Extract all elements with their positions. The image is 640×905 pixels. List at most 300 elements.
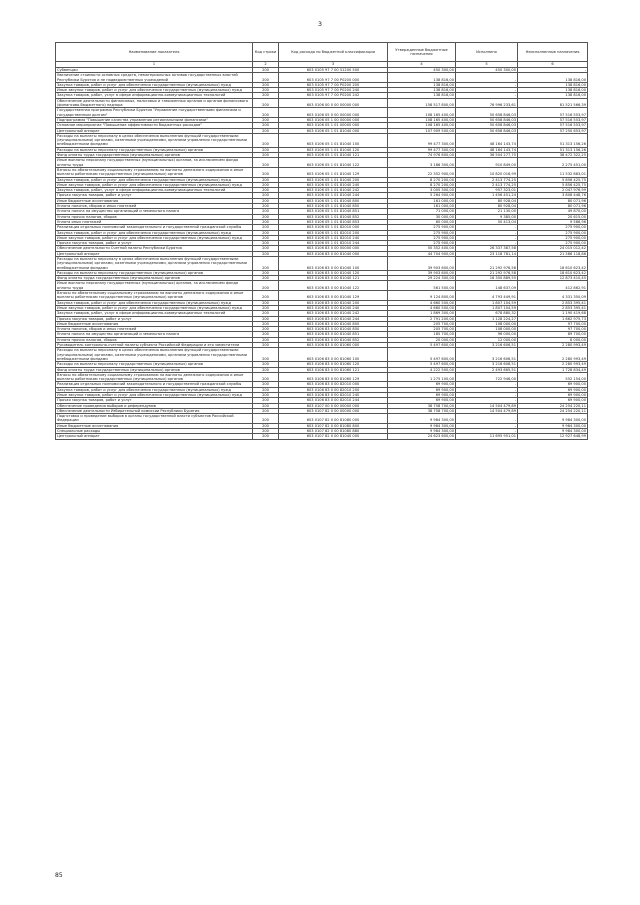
row-unexecuted: 51 313 156,26 [518, 133, 588, 147]
row-budget-code: 603 0106 83 0 00 81040 240 [279, 305, 388, 310]
row-unexecuted: 69 900,00 [518, 387, 588, 392]
row-unexecuted: - [518, 68, 588, 73]
row-approved: 275 900,00 [388, 225, 456, 230]
table-row [56, 367, 588, 372]
row-approved: 138 816,00 [388, 82, 456, 87]
row-line-code: 200 [253, 133, 279, 147]
row-line-code: 200 [253, 123, 279, 128]
row-budget-code: 603 0105 97 7 00 P0200 200 [279, 82, 388, 87]
row-name: Прочая закупка товаров, работ и услуг [56, 241, 253, 246]
row-budget-code: 603 0106 05 1 01 00000 000 [279, 123, 388, 128]
row-approved: 60 000,00 [388, 219, 456, 224]
row-line-code: 200 [253, 93, 279, 98]
row-line-code: 200 [253, 188, 279, 193]
table-row [56, 153, 588, 158]
row-approved: 24 623 600,00 [388, 434, 456, 439]
row-executed: 14 504 479,89 [456, 403, 518, 408]
row-approved: 3 005 300,00 [388, 188, 456, 193]
row-executed: 36 504 277,75 [456, 153, 518, 158]
row-name: Основное мероприятие "Повышение эффективности бюджетных расходов" [56, 123, 253, 128]
row-name: Иные бюджетные ассигнования [56, 198, 253, 203]
table-row [56, 362, 588, 367]
row-line-code: 200 [253, 327, 279, 332]
row-executed: 50 658 846,03 [456, 123, 518, 128]
row-unexecuted: 81 521 566,39 [518, 98, 588, 108]
row-unexecuted: 89 700,00 [518, 332, 588, 337]
row-approved: 69 900,00 [388, 393, 456, 398]
row-approved: 185 700,00 [388, 332, 456, 337]
table-row [56, 256, 588, 270]
row-unexecuted: 21 586 118,86 [518, 251, 588, 256]
row-approved: 30 000,00 [388, 214, 456, 219]
row-line-code: 200 [253, 214, 279, 219]
row-approved: 5 497 600,00 [388, 362, 456, 367]
row-budget-code: 603 0106 05 1 01 81040 851 [279, 209, 388, 214]
row-approved: 38 758 700,00 [388, 408, 456, 413]
row-line-code: 200 [253, 182, 279, 187]
row-line-code: 200 [253, 372, 279, 382]
row-budget-code: 603 0106 83 0 00 81040 120 [279, 270, 388, 275]
row-line-code: 200 [253, 230, 279, 235]
row-line-code: 200 [253, 291, 279, 301]
row-executed: 12 000,00 [456, 337, 518, 342]
row-name: Центральный аппарат [56, 251, 253, 256]
row-executed: - [456, 235, 518, 240]
row-line-code: 200 [253, 398, 279, 403]
row-budget-code: 603 0106 83 0 00 81060 120 [279, 362, 388, 367]
row-name: Обеспечение проведения выборов и референдумов [56, 403, 253, 408]
table-row [56, 348, 588, 362]
row-unexecuted: 11 532 883,01 [518, 167, 588, 177]
row-executed: 21 292 976,58 [456, 270, 518, 275]
row-line-code: 200 [253, 321, 279, 326]
row-budget-code: 603 0106 05 1 01 82010 000 [279, 225, 388, 230]
row-executed: 9 385,00 [456, 214, 518, 219]
table-row [56, 108, 588, 118]
row-name: Расходы на выплаты персоналу государственных (муниципальных) органов [56, 147, 253, 152]
row-budget-code: 603 0106 83 0 00 81040 129 [279, 291, 388, 301]
row-unexecuted: 69 900,00 [518, 398, 588, 403]
row-budget-code: 603 0106 05 1 01 81040 129 [279, 167, 388, 177]
table-row [56, 372, 588, 382]
row-line-code: 200 [253, 414, 279, 424]
row-unexecuted: 1 728 834,49 [518, 367, 588, 372]
row-unexecuted: 138 816,00 [518, 88, 588, 93]
row-line-code: 200 [253, 270, 279, 275]
row-unexecuted: 412 862,91 [518, 281, 588, 291]
row-approved: 9 124 800,00 [388, 291, 456, 301]
row-line-code: 200 [253, 332, 279, 337]
row-budget-code: 603 0106 83 0 00 81040 851 [279, 332, 388, 337]
row-unexecuted: 9 586,96 [518, 219, 588, 224]
row-budget-code: 603 0106 83 0 00 82010 240 [279, 393, 388, 398]
row-executed: 1 456 451,24 [456, 193, 518, 198]
row-line-code: 200 [253, 382, 279, 387]
row-name: Уплата налогов, сборов и иных платежей [56, 204, 253, 209]
row-line-code: 200 [253, 367, 279, 372]
row-approved: 5 264 900,00 [388, 193, 456, 198]
row-executed: - [456, 414, 518, 424]
table-header-row [56, 43, 588, 62]
row-unexecuted: 97 700,00 [518, 327, 588, 332]
row-name: Прочая закупка товаров, работ и услуг [56, 398, 253, 403]
row-name: Уплата иных платежей [56, 219, 253, 224]
row-executed: 4 793 449,91 [456, 291, 518, 301]
row-approved: 158 517 800,00 [388, 98, 456, 108]
row-executed: 11 695 951,01 [456, 434, 518, 439]
row-approved: 561 500,00 [388, 281, 456, 291]
row-line-code: 200 [253, 311, 279, 316]
row-unexecuted: 5 856 425,75 [518, 182, 588, 187]
row-name: Обеспечение деятельности Счетной палаты Республики Бурятия [56, 246, 253, 251]
row-executed: 957 323,01 [456, 188, 518, 193]
row-unexecuted: 552 154,00 [518, 372, 588, 382]
row-line-code: 200 [253, 147, 279, 152]
row-executed: 1 128 224,27 [456, 316, 518, 321]
row-unexecuted: 18 610 623,42 [518, 256, 588, 270]
row-executed: - [456, 93, 518, 98]
row-name: Иные закупки товаров, работ и услуг для обеспечения государственных (муниципальных) нужд [56, 182, 253, 187]
row-approved: 138 816,00 [388, 93, 456, 98]
row-budget-code: 603 0106 05 1 01 81040 852 [279, 214, 388, 219]
table-row [56, 414, 588, 424]
row-budget-code: 603 0106 83 0 00 81040 122 [279, 281, 388, 291]
table-row [56, 204, 588, 209]
column-index: 3 [279, 62, 388, 68]
row-line-code: 200 [253, 193, 279, 198]
row-executed: 21 130,00 [456, 209, 518, 214]
row-approved: 74 976 600,00 [388, 153, 456, 158]
row-name: Закупка товаров, работ и услуг для обеспечения государственных (муниципальных) нужд [56, 300, 253, 305]
table-row [56, 147, 588, 152]
row-budget-code: 603 0106 83 0 00 81040 244 [279, 316, 388, 321]
row-budget-code: 603 0106 83 0 00 81040 100 [279, 256, 388, 270]
row-budget-code: 603 0106 83 0 00 81060 129 [279, 372, 388, 382]
row-budget-code: 603 0107 82 0 00 81040 000 [279, 434, 388, 439]
row-line-code: 200 [253, 434, 279, 439]
row-approved: 4 222 500,00 [388, 367, 456, 372]
row-line-code: 200 [253, 98, 279, 108]
row-unexecuted: 69 900,00 [518, 393, 588, 398]
table-row [56, 434, 588, 439]
row-budget-code: 603 0106 83 0 00 81040 850 [279, 327, 388, 332]
row-unexecuted: 275 900,00 [518, 230, 588, 235]
row-executed: 50 413,04 [456, 219, 518, 224]
row-approved: 9 984 300,00 [388, 429, 456, 434]
row-name: Взносы по обязательному социальному страхованию на выплаты денежного содержания и иные выплаты работникам государственных (муниципальных) органов [56, 291, 253, 301]
row-executed: - [456, 423, 518, 428]
row-line-code: 200 [253, 219, 279, 224]
row-executed: 678 880,32 [456, 311, 518, 316]
row-budget-code: 603 0106 05 1 01 81040 122 [279, 158, 388, 168]
row-line-code: 200 [253, 408, 279, 413]
row-budget-code: 603 0106 05 1 01 81040 100 [279, 133, 388, 147]
row-name: Закупка товаров, работ и услуг для обеспечения государственных (муниципальных) нужд [56, 177, 253, 182]
row-unexecuted: 275 900,00 [518, 241, 588, 246]
row-executed: - [456, 88, 518, 93]
row-unexecuted: 12 927 648,99 [518, 434, 588, 439]
row-approved: 8 270 200,00 [388, 177, 456, 182]
row-budget-code: 603 0106 05 1 01 82010 240 [279, 235, 388, 240]
row-budget-code: 603 0106 83 0 00 81060 100 [279, 348, 388, 362]
row-approved: 50 352 400,00 [388, 246, 456, 251]
header-name: Наименование показателя [56, 43, 253, 62]
row-name: Подпрограмма "Повышение качества управления региональными финансами" [56, 117, 253, 122]
row-executed: 50 658 846,03 [456, 117, 518, 122]
row-name: Фонд оплаты труда государственных (муниципальных) органов [56, 153, 253, 158]
table-row [56, 311, 588, 316]
row-budget-code: 603 0106 05 0 00 00000 000 [279, 108, 388, 118]
row-approved: 161 000,00 [388, 198, 456, 203]
row-line-code: 200 [253, 337, 279, 342]
header-unexecuted: Неисполненные назначения [518, 43, 588, 62]
row-name: Уплата налога на имущество организаций и земельного налога [56, 332, 253, 337]
table-row [56, 117, 588, 122]
row-name: Подготовка и проведение выборов в органы государственной власти субъектов Российской Федерации [56, 414, 253, 424]
row-executed: - [456, 225, 518, 230]
table-row [56, 209, 588, 214]
header-executed: Исполнено [456, 43, 518, 62]
row-name: Реализация отдельных полномочий законодательного и государственной гражданской службы [56, 225, 253, 230]
row-approved: 69 900,00 [388, 398, 456, 403]
row-budget-code: 603 0106 83 0 00 81040 000 [279, 251, 388, 256]
row-executed: 1 807 104,59 [456, 305, 518, 310]
row-approved: 5 497 600,00 [388, 348, 456, 362]
table-row [56, 305, 588, 310]
row-name: Увеличение стоимости основных средств, нематериальных активов государственных властей Республики Бурятия и не подведомственных учреждений [56, 73, 253, 83]
row-unexecuted: 2 280 993,49 [518, 348, 588, 362]
row-line-code: 200 [253, 246, 279, 251]
row-budget-code: 603 0106 05 1 01 81040 120 [279, 147, 388, 152]
row-name: Уплата налога на имущество организаций и земельного налога [56, 209, 253, 214]
budget-execution-table [55, 42, 588, 440]
row-executed: 1 807 104,59 [456, 300, 518, 305]
row-name: Расходы на выплаты персоналу государственных (муниципальных) органов [56, 270, 253, 275]
row-budget-code: 603 0105 97 7 00 P0200 242 [279, 93, 388, 98]
row-line-code: 200 [253, 305, 279, 310]
row-approved: 108 165 400,00 [388, 117, 456, 122]
row-unexecuted: 24 015 012,42 [518, 246, 588, 251]
row-name: Уплата налогов, сборов и иных платежей [56, 327, 253, 332]
table-row [56, 281, 588, 291]
row-executed: 50 658 846,03 [456, 108, 518, 118]
row-budget-code: 603 0106 05 1 00 00000 000 [279, 117, 388, 122]
row-line-code: 200 [253, 68, 279, 73]
column-index: 2 [253, 62, 279, 68]
row-name: Руководитель контрольно-счетной палаты субъекта Российской Федерации и его заместители [56, 343, 253, 348]
row-unexecuted: 69 900,00 [518, 382, 588, 387]
table-row [56, 270, 588, 275]
row-approved: 9 984 300,00 [388, 414, 456, 424]
row-approved: 450 300,00 [388, 68, 456, 73]
row-unexecuted: 2 280 993,49 [518, 362, 588, 367]
table-row [56, 246, 588, 251]
table-row [56, 182, 588, 187]
row-line-code: 200 [253, 348, 279, 362]
row-line-code: 200 [253, 362, 279, 367]
row-budget-code: 603 0106 05 1 01 81040 240 [279, 182, 388, 187]
row-line-code: 200 [253, 316, 279, 321]
row-unexecuted: 9 984 300,00 [518, 423, 588, 428]
table-row [56, 158, 588, 168]
row-unexecuted: 138 816,00 [518, 73, 588, 83]
row-unexecuted: 275 900,00 [518, 235, 588, 240]
header-approved: Утвержденные бюджетные назначения [388, 43, 456, 62]
row-name: Субвенции [56, 68, 253, 73]
row-executed: - [456, 230, 518, 235]
row-budget-code: 603 0106 83 0 00 81040 200 [279, 300, 388, 305]
row-budget-code: 603 0106 83 0 00 81060 000 [279, 343, 388, 348]
row-approved: 4 660 500,00 [388, 300, 456, 305]
row-executed: 14 504 479,89 [456, 408, 518, 413]
row-budget-code: 603 0106 05 1 01 81040 244 [279, 193, 388, 198]
row-budget-code: 603 0106 83 0 00 81040 242 [279, 311, 388, 316]
row-name: Прочая закупка товаров, работ и услуг [56, 193, 253, 198]
row-line-code: 200 [253, 167, 279, 177]
row-budget-code: 603 0106 83 0 00 81040 121 [279, 276, 388, 281]
row-unexecuted: 80 071,96 [518, 198, 588, 203]
row-approved: 108 165 400,00 [388, 108, 456, 118]
row-name: Иные бюджетные ассигнования [56, 423, 253, 428]
row-executed: 26 337 387,58 [456, 246, 518, 251]
table-row [56, 408, 588, 413]
row-unexecuted: 12 873 410,45 [518, 276, 588, 281]
row-name: Прочая закупка товаров, работ и услуг [56, 316, 253, 321]
row-unexecuted: 4 331 350,09 [518, 291, 588, 301]
column-index: 4 [388, 62, 456, 68]
row-executed: 450 300,00 [456, 68, 518, 73]
row-unexecuted: 5 856 425,75 [518, 177, 588, 182]
row-name: Иные закупки товаров, работ и услуг для обеспечения государственных (муниципальных) нужд [56, 235, 253, 240]
row-line-code: 200 [253, 158, 279, 168]
row-line-code: 200 [253, 387, 279, 392]
row-approved: 138 816,00 [388, 88, 456, 93]
row-executed: 2 413 774,25 [456, 177, 518, 182]
row-executed: - [456, 82, 518, 87]
row-executed: - [456, 393, 518, 398]
row-name: Иные выплаты персоналу государственных (муниципальных) органов, за исключением фонда оплаты труда [56, 158, 253, 168]
row-executed: 3 216 606,51 [456, 348, 518, 362]
row-unexecuted: 51 313 156,26 [518, 147, 588, 152]
row-executed: 108 000,00 [456, 327, 518, 332]
row-approved: 108 165 400,00 [388, 123, 456, 128]
row-name: Центральный аппарат [56, 128, 253, 133]
row-name: Фонд оплаты труда государственных (муниципальных) органов [56, 367, 253, 372]
row-name: Иные закупки товаров, работ и услуг для обеспечения государственных (муниципальных) нужд [56, 88, 253, 93]
row-approved: 99 477 300,00 [388, 147, 456, 152]
row-budget-code: 603 0106 05 1 01 82010 200 [279, 230, 388, 235]
row-unexecuted: 1 662 975,73 [518, 316, 588, 321]
row-budget-code: 603 0106 83 0 00 82010 200 [279, 387, 388, 392]
row-unexecuted: 3 808 448,76 [518, 193, 588, 198]
row-name: Реализация отдельных полномочий законодательного и государственной гражданской службы [56, 382, 253, 387]
row-approved: 69 900,00 [388, 382, 456, 387]
row-name: Обеспечение деятельности Избирательной комиссии Республики Бурятия [56, 408, 253, 413]
row-executed: 50 658 846,03 [456, 128, 518, 133]
row-executed: 3 216 606,51 [456, 362, 518, 367]
row-line-code: 200 [253, 73, 279, 83]
row-approved: 22 352 900,00 [388, 167, 456, 177]
row-executed: - [456, 429, 518, 434]
row-approved: 9 984 300,00 [388, 423, 456, 428]
row-name: Закупка товаров, работ, услуг в сфере информационно-коммуникационных технологий [56, 188, 253, 193]
row-budget-code: 603 0105 97 7 00 P0200 000 [279, 73, 388, 83]
column-index: 6 [518, 62, 588, 68]
row-approved: 20 000,00 [388, 337, 456, 342]
row-unexecuted: 57 250 653,97 [518, 128, 588, 133]
row-line-code: 200 [253, 108, 279, 118]
footer-page-number: 85 [55, 872, 63, 879]
row-line-code: 200 [253, 225, 279, 230]
row-name: Уплата прочих налогов, сборов [56, 214, 253, 219]
row-line-code: 200 [253, 128, 279, 133]
row-line-code: 200 [253, 429, 279, 434]
row-executed: 16 350 889,55 [456, 276, 518, 281]
header-line-code: Код строки [253, 43, 279, 62]
row-approved: 161 000,00 [388, 204, 456, 209]
row-budget-code: 603 0107 82 0 00 81080 000 [279, 414, 388, 424]
row-executed: 21 292 976,58 [456, 256, 518, 270]
row-executed: - [456, 241, 518, 246]
row-name: Иные закупки товаров, работ и услуг для обеспечения государственных (муниципальных) нужд [56, 305, 253, 310]
row-approved: 4 660 500,00 [388, 305, 456, 310]
table-row [56, 343, 588, 348]
row-approved: 8 270 200,00 [388, 182, 456, 187]
row-budget-code: 603 0107 82 0 00 81080 800 [279, 423, 388, 428]
row-line-code: 200 [253, 198, 279, 203]
row-line-code: 200 [253, 343, 279, 348]
row-name: Расходы на выплаты персоналу в целях обеспечения выполнения функций государственными (муниципальными) органами, казенными учреждениями, органами управления государственными внебюджетными фондами [56, 348, 253, 362]
row-unexecuted: 2 047 976,99 [518, 188, 588, 193]
row-approved: 205 700,00 [388, 321, 456, 326]
row-approved: 1 869 300,00 [388, 311, 456, 316]
row-executed: 23 118 781,14 [456, 251, 518, 256]
column-index: 5 [456, 62, 518, 68]
row-budget-code: 603 0106 05 1 01 81040 853 [279, 219, 388, 224]
row-line-code: 200 [253, 276, 279, 281]
row-unexecuted: 49 870,00 [518, 209, 588, 214]
row-executed: - [456, 382, 518, 387]
row-approved: 275 900,00 [388, 235, 456, 240]
row-line-code: 200 [253, 281, 279, 291]
row-budget-code: 603 0105 97 7 00 P0200 240 [279, 88, 388, 93]
row-budget-code: 603 0106 83 0 00 81060 121 [279, 367, 388, 372]
row-line-code: 200 [253, 209, 279, 214]
row-budget-code: 603 0106 05 1 01 81040 000 [279, 128, 388, 133]
table-row [56, 291, 588, 301]
row-name: Взносы по обязательному социальному страхованию на выплаты денежного содержания и иные выплаты работникам государственных (муниципальных) органов [56, 372, 253, 382]
row-approved: 275 900,00 [388, 241, 456, 246]
row-line-code: 200 [253, 251, 279, 256]
table-row [56, 332, 588, 337]
row-budget-code: 603 0106 00 0 00 00000 000 [279, 98, 388, 108]
row-executed: 108 000,00 [456, 321, 518, 326]
row-executed: 96 000,00 [456, 332, 518, 337]
row-executed: 722 946,00 [456, 372, 518, 382]
column-index: 1 [56, 62, 253, 68]
row-name: Закупка товаров, работ, услуг в сфере информационно-коммуникационных технологий [56, 93, 253, 98]
row-name: Центральный аппарат [56, 434, 253, 439]
row-budget-code: 603 0106 05 1 01 82010 244 [279, 241, 388, 246]
row-approved: 107 909 500,00 [388, 128, 456, 133]
row-unexecuted: 2 853 395,41 [518, 300, 588, 305]
row-approved: 39 903 600,00 [388, 256, 456, 270]
row-executed: 10 820 016,99 [456, 167, 518, 177]
row-unexecuted: 20 615,00 [518, 214, 588, 219]
row-approved: 99 477 300,00 [388, 133, 456, 147]
row-approved: 44 704 900,00 [388, 251, 456, 256]
row-budget-code: 603 0106 83 0 00 81040 800 [279, 321, 388, 326]
